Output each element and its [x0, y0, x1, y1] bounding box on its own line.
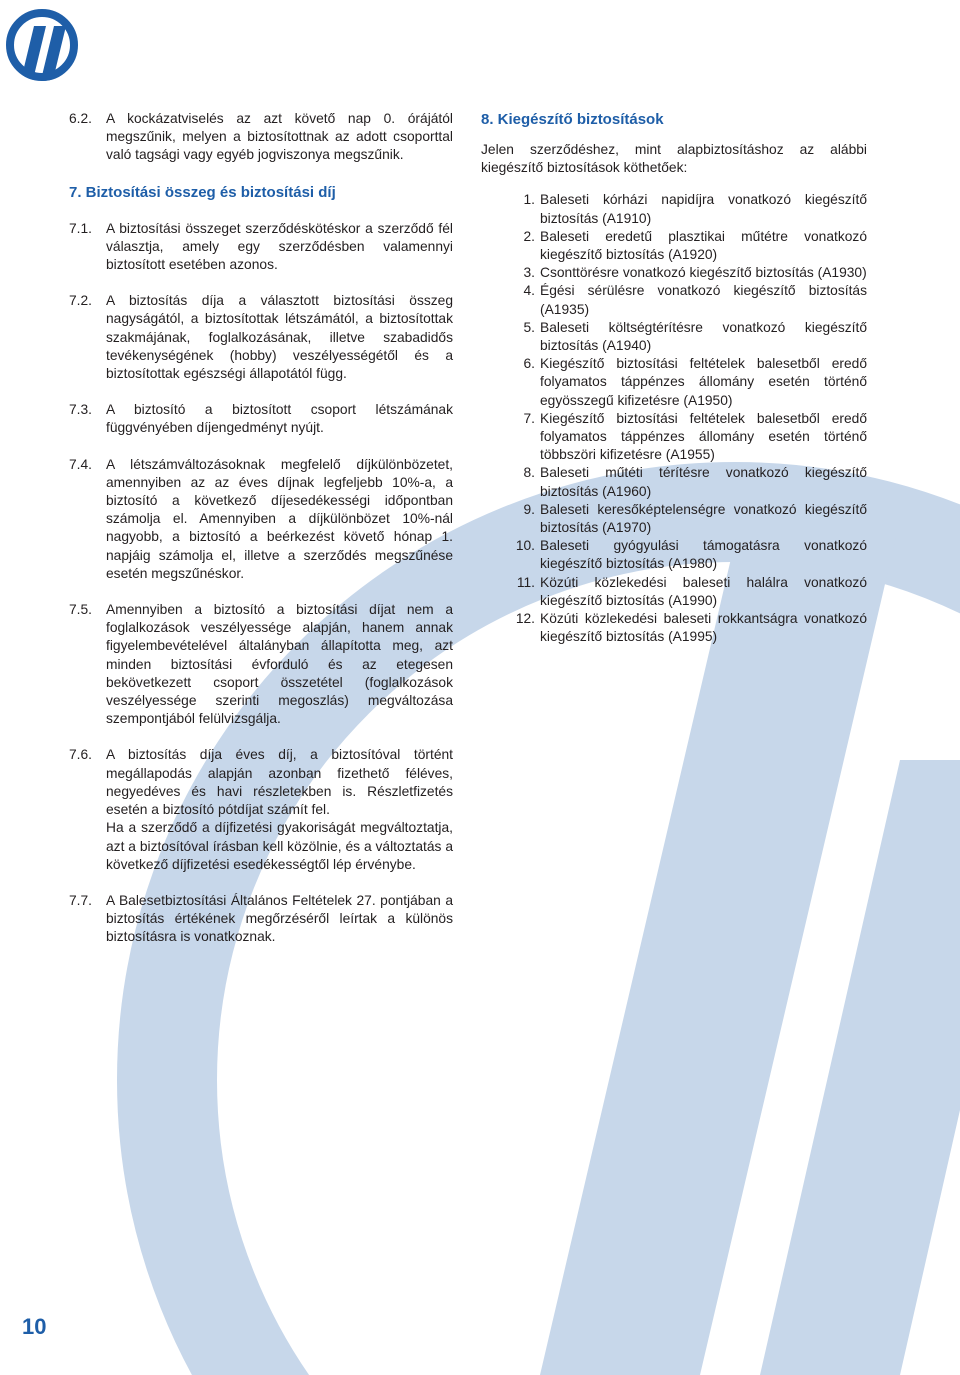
section-7-6: [69, 746, 453, 873]
list-text: Kiegészítő biztosítási feltételek balesetből eredő folyamatos táppénzes állomány esetén történő többszöri kifizetésre (A1955): [540, 410, 867, 463]
list-item: [481, 537, 867, 573]
list-text: Baleseti gyógyulási támogatásra vonatkozó kiegészítő biztosítás (A1980): [540, 538, 867, 572]
list-item: [481, 410, 867, 465]
right-column: [481, 110, 867, 646]
list-item: [481, 501, 867, 537]
item-text: A biztosítás díja éves díj, a biztosítóval történt megállapodás alapján azonban fizethető féléves, negyedéves és havi részletekben is. Részletfizetés esetén a biztosító pótdíjat számít fel.: [106, 747, 453, 818]
list-text: Baleseti keresőképtelenségre vonatkozó kiegészítő biztosítás (A1970): [540, 501, 867, 536]
item-number: 7.4.: [69, 456, 93, 472]
list-number: 1.: [523, 192, 535, 208]
list-item: [481, 228, 867, 264]
item-number: 7.2.: [69, 293, 93, 309]
item-number: 6.2.: [69, 111, 93, 126]
page-number: 10: [22, 1314, 47, 1339]
list-item: [481, 264, 867, 282]
list-number: 5.: [523, 319, 535, 335]
list-number: 8.: [523, 465, 535, 481]
list-text: Közúti közlekedési baleseti halálra vonatkozó kiegészítő biztosítás (A1990): [540, 574, 867, 608]
list-text: Csonttörésre vonatkozó kiegészítő biztosítás (A1930): [540, 265, 867, 281]
list-number: 4.: [523, 283, 535, 299]
section-7-heading: 7. Biztosítási összeg és biztosítási díj: [69, 183, 336, 201]
item-number: 7.1.: [69, 220, 93, 236]
list-number: 6.: [523, 356, 535, 372]
section-7-3: [69, 401, 453, 437]
list-number: 10.: [515, 538, 535, 554]
section-7-1: [69, 220, 453, 275]
list-item: [481, 464, 867, 500]
list-item: [481, 319, 867, 355]
item-text: A biztosító a biztosított csoport létszámának függvényében díjengedményt nyújt.: [106, 402, 453, 436]
list-item: [481, 574, 867, 610]
list-number: 2.: [523, 228, 535, 244]
item-text: A kockázatviselés az azt követő nap 0. órájától megszűnik, melyen a biztosítottnak az adott csoporttal való tagsági vagy egyéb jogviszonya megszűnik.: [106, 111, 453, 163]
section-7-2: [69, 292, 453, 383]
item-number: 7.6.: [69, 747, 93, 763]
left-column: [69, 110, 453, 965]
item-text: Ha a szerződő a díjfizetési gyakoriságát megváltoztatja, azt a biztosítóval írásban kell közölnie, és a változtatás a következő díjfizetési esedékességtől lép érvénybe.: [106, 820, 453, 872]
item-text: A létszámváltozásoknak megfelelő díjkülönbözetet, amennyiben az az éves díjnak legfeljebb 10%-a, a biztosító a következő díjesedékességi időpontban számolja el. Amennyiben a díjkülönbözet 10%-nál nagyobb, a biztosító a beérkezést követő hónap 1. napjáig számolja el, illetve a szerződés megszűnése esetén megszűnéskor.: [106, 456, 453, 581]
list-number: 7.: [523, 410, 535, 426]
section-7-4: [69, 456, 453, 583]
item-text: A Balesetbiztosítási Általános Feltételek 27. pontjában a biztosítás értékének megőrzéséről leírtak a különös biztosításra is vonatkoznak.: [106, 892, 453, 945]
list-text: Égési sérülésre vonatkozó kiegészítő biztosítás (A1935): [540, 283, 867, 317]
item-text: Amennyiben a biztosító a biztosítási díjat nem a foglalkozások veszélyessége alapján, hanem annak figyelembevételével általányban állapította meg, azt minden biztosítási évforduló és az etegesen bekövetkezett csoport összetétel (foglalkozások veszélyessége szerinti megoszlás) megváltozása szempontjából felülvizsgálja.: [106, 602, 453, 727]
section-8-intro: Jelen szerződéshez, mint alapbiztosításhoz az alábbi kiegészítő biztosítások köthetőek:: [481, 142, 867, 176]
list-text: Baleseti kórházi napidíjra vonatkozó kiegészítő biztosítás (A1910): [540, 192, 867, 226]
item-text: A biztosítási összeget szerződéskötéskor a szerződő fél választja, amely egy szerződésben valamennyi biztosított esetében azonos.: [106, 220, 453, 273]
item-number: 7.3.: [69, 402, 93, 418]
list-item: [481, 355, 867, 410]
item-number: 7.7.: [69, 892, 93, 908]
list-text: Kiegészítő biztosítási feltételek balesetből eredő folyamatos táppénzes állomány esetén történő egyösszegű kifizetésre (A1950): [540, 356, 867, 408]
list-item: [481, 191, 867, 227]
section-7-7: [69, 892, 453, 947]
section-6-2: [69, 110, 453, 165]
supplementary-list: [481, 191, 867, 646]
list-text: Közúti közlekedési baleseti rokkantságra vonatkozó kiegészítő biztosítás (A1995): [540, 611, 867, 645]
list-number: 12.: [515, 611, 535, 627]
list-number: 11.: [516, 574, 535, 590]
list-item: [481, 610, 867, 646]
list-text: Baleseti költségtérítésre vonatkozó kiegészítő biztosítás (A1940): [540, 319, 867, 354]
section-8-heading: 8. Kiegészítő biztosítások: [481, 111, 664, 128]
list-number: 3.: [523, 265, 535, 281]
item-text: A biztosítás díja a választott biztosítási összeg nagyságától, a biztosítottak létszámától, a biztosítottak szakmájának, foglalkozásának, illetve szabadidős tevékenységének (hobby) veszélyességétől és a biztosítottak egészségi állapotától függ.: [106, 293, 453, 382]
list-text: Baleseti műtéti térítésre vonatkozó kiegészítő biztosítás (A1960): [540, 465, 867, 499]
section-7-5: [69, 601, 453, 728]
list-item: [481, 282, 867, 318]
item-number: 7.5.: [69, 602, 93, 618]
list-number: 9.: [523, 501, 535, 517]
list-text: Baleseti eredetű plasztikai műtétre vonatkozó kiegészítő biztosítás (A1920): [540, 228, 867, 263]
